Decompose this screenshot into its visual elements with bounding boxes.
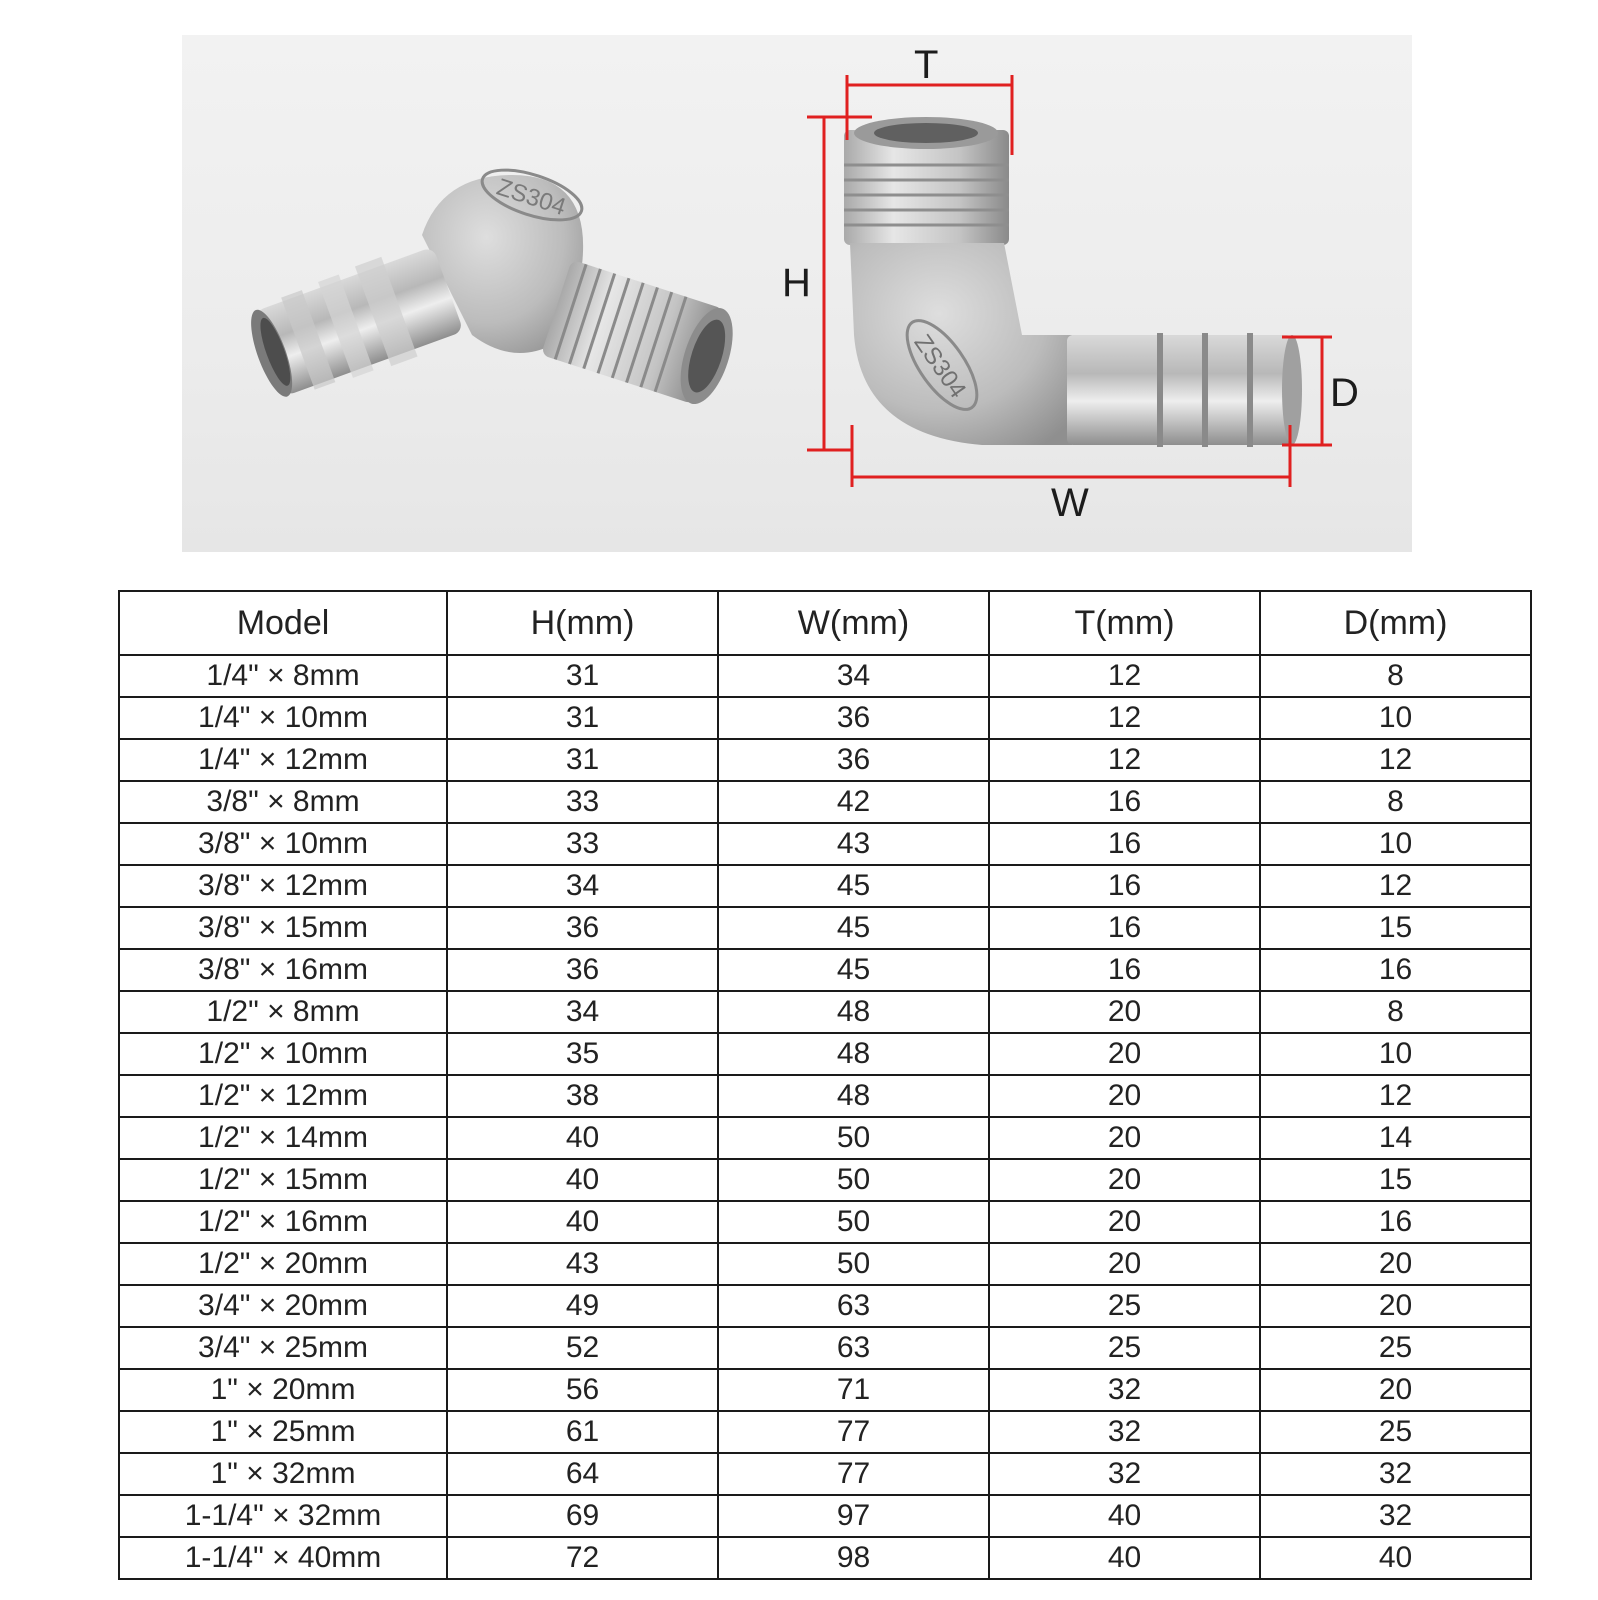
header-w: W(mm) <box>718 591 989 655</box>
cell-d: 15 <box>1260 1159 1531 1201</box>
cell-h: 31 <box>447 697 718 739</box>
cell-h: 49 <box>447 1285 718 1327</box>
table-row <box>119 1243 1531 1285</box>
cell-d: 20 <box>1260 1369 1531 1411</box>
cell-model: 1/2" × 12mm <box>119 1075 447 1117</box>
cell-d: 25 <box>1260 1327 1531 1369</box>
cell-d: 12 <box>1260 739 1531 781</box>
cell-model: 1/2" × 10mm <box>119 1033 447 1075</box>
cell-model: 1/4" × 8mm <box>119 655 447 697</box>
table-row <box>119 1033 1531 1075</box>
cell-w: 71 <box>718 1369 989 1411</box>
table-row <box>119 1327 1531 1369</box>
cell-model: 1-1/4" × 40mm <box>119 1537 447 1579</box>
cell-t: 20 <box>989 1243 1260 1285</box>
cell-model: 1" × 20mm <box>119 1369 447 1411</box>
cell-w: 45 <box>718 907 989 949</box>
cell-h: 43 <box>447 1243 718 1285</box>
table-row <box>119 907 1531 949</box>
table-row <box>119 697 1531 739</box>
cell-t: 40 <box>989 1495 1260 1537</box>
cell-t: 32 <box>989 1411 1260 1453</box>
table-header-row <box>119 591 1531 655</box>
cell-h: 52 <box>447 1327 718 1369</box>
cell-w: 45 <box>718 949 989 991</box>
cell-h: 31 <box>447 739 718 781</box>
cell-model: 1/2" × 8mm <box>119 991 447 1033</box>
left-fitting <box>240 160 743 410</box>
table-row <box>119 1369 1531 1411</box>
cell-t: 12 <box>989 697 1260 739</box>
cell-t: 20 <box>989 1159 1260 1201</box>
cell-h: 31 <box>447 655 718 697</box>
cell-h: 38 <box>447 1075 718 1117</box>
cell-w: 36 <box>718 697 989 739</box>
table-row <box>119 781 1531 823</box>
cell-h: 33 <box>447 823 718 865</box>
cell-d: 10 <box>1260 823 1531 865</box>
cell-w: 77 <box>718 1411 989 1453</box>
cell-model: 1/2" × 15mm <box>119 1159 447 1201</box>
cell-w: 48 <box>718 1033 989 1075</box>
cell-h: 36 <box>447 949 718 991</box>
table-row <box>119 1453 1531 1495</box>
table-row <box>119 1201 1531 1243</box>
cell-w: 50 <box>718 1159 989 1201</box>
table-row <box>119 823 1531 865</box>
header-model: Model <box>119 591 447 655</box>
cell-model: 3/8" × 8mm <box>119 781 447 823</box>
right-fitting <box>844 117 1302 447</box>
cell-w: 97 <box>718 1495 989 1537</box>
cell-t: 25 <box>989 1285 1260 1327</box>
cell-w: 50 <box>718 1201 989 1243</box>
table-row <box>119 1411 1531 1453</box>
cell-model: 1" × 25mm <box>119 1411 447 1453</box>
cell-d: 10 <box>1260 697 1531 739</box>
table-row <box>119 865 1531 907</box>
header-h: H(mm) <box>447 591 718 655</box>
cell-h: 69 <box>447 1495 718 1537</box>
cell-h: 40 <box>447 1159 718 1201</box>
table-row <box>119 1075 1531 1117</box>
cell-h: 34 <box>447 991 718 1033</box>
cell-model: 3/4" × 20mm <box>119 1285 447 1327</box>
cell-w: 50 <box>718 1243 989 1285</box>
cell-w: 63 <box>718 1285 989 1327</box>
cell-w: 42 <box>718 781 989 823</box>
table-row <box>119 1495 1531 1537</box>
cell-t: 20 <box>989 1201 1260 1243</box>
cell-d: 20 <box>1260 1243 1531 1285</box>
cell-w: 36 <box>718 739 989 781</box>
cell-t: 16 <box>989 907 1260 949</box>
cell-h: 64 <box>447 1453 718 1495</box>
cell-w: 45 <box>718 865 989 907</box>
cell-t: 12 <box>989 739 1260 781</box>
table-row <box>119 1285 1531 1327</box>
specification-table <box>118 590 1532 1580</box>
cell-model: 1/2" × 16mm <box>119 1201 447 1243</box>
cell-t: 16 <box>989 949 1260 991</box>
cell-d: 32 <box>1260 1453 1531 1495</box>
cell-d: 12 <box>1260 865 1531 907</box>
cell-h: 61 <box>447 1411 718 1453</box>
t-label: T <box>914 43 939 87</box>
cell-model: 1/2" × 20mm <box>119 1243 447 1285</box>
cell-t: 12 <box>989 655 1260 697</box>
cell-t: 25 <box>989 1327 1260 1369</box>
cell-d: 20 <box>1260 1285 1531 1327</box>
cell-model: 3/8" × 16mm <box>119 949 447 991</box>
cell-model: 1/4" × 10mm <box>119 697 447 739</box>
cell-w: 63 <box>718 1327 989 1369</box>
cell-h: 40 <box>447 1117 718 1159</box>
table-row <box>119 1537 1531 1579</box>
cell-h: 56 <box>447 1369 718 1411</box>
cell-t: 20 <box>989 1075 1260 1117</box>
cell-d: 15 <box>1260 907 1531 949</box>
cell-h: 72 <box>447 1537 718 1579</box>
cell-h: 36 <box>447 907 718 949</box>
cell-w: 48 <box>718 991 989 1033</box>
cell-model: 1" × 32mm <box>119 1453 447 1495</box>
cell-t: 16 <box>989 865 1260 907</box>
cell-d: 16 <box>1260 949 1531 991</box>
table-row <box>119 1117 1531 1159</box>
cell-model: 3/8" × 12mm <box>119 865 447 907</box>
cell-t: 16 <box>989 781 1260 823</box>
cell-h: 34 <box>447 865 718 907</box>
right-elbow-body <box>850 243 1072 445</box>
cell-h: 33 <box>447 781 718 823</box>
cell-w: 50 <box>718 1117 989 1159</box>
cell-t: 20 <box>989 1117 1260 1159</box>
cell-w: 98 <box>718 1537 989 1579</box>
cell-w: 77 <box>718 1453 989 1495</box>
cell-d: 32 <box>1260 1495 1531 1537</box>
table-row <box>119 739 1531 781</box>
cell-h: 35 <box>447 1033 718 1075</box>
cell-d: 10 <box>1260 1033 1531 1075</box>
cell-d: 8 <box>1260 781 1531 823</box>
product-photo <box>182 35 1412 552</box>
cell-t: 20 <box>989 991 1260 1033</box>
left-casting-mark: ZS304 <box>493 173 570 222</box>
header-d: D(mm) <box>1260 591 1531 655</box>
cell-model: 3/4" × 25mm <box>119 1327 447 1369</box>
d-label: D <box>1330 371 1359 415</box>
cell-t: 16 <box>989 823 1260 865</box>
table-row <box>119 655 1531 697</box>
cell-model: 1/4" × 12mm <box>119 739 447 781</box>
cell-d: 12 <box>1260 1075 1531 1117</box>
cell-w: 34 <box>718 655 989 697</box>
cell-w: 48 <box>718 1075 989 1117</box>
cell-t: 32 <box>989 1369 1260 1411</box>
cell-t: 40 <box>989 1537 1260 1579</box>
cell-model: 3/8" × 15mm <box>119 907 447 949</box>
cell-h: 40 <box>447 1201 718 1243</box>
header-t: T(mm) <box>989 591 1260 655</box>
h-label: H <box>782 261 811 305</box>
cell-w: 43 <box>718 823 989 865</box>
table-row <box>119 991 1531 1033</box>
cell-d: 25 <box>1260 1411 1531 1453</box>
right-barb-tube <box>1067 335 1292 445</box>
right-casting-mark: ZS304 <box>908 329 972 404</box>
cell-d: 14 <box>1260 1117 1531 1159</box>
cell-d: 16 <box>1260 1201 1531 1243</box>
table-row <box>119 1159 1531 1201</box>
cell-t: 20 <box>989 1033 1260 1075</box>
cell-d: 8 <box>1260 655 1531 697</box>
w-label: W <box>1051 481 1089 525</box>
cell-d: 40 <box>1260 1537 1531 1579</box>
cell-model: 1/2" × 14mm <box>119 1117 447 1159</box>
table-body <box>119 655 1531 1579</box>
cell-model: 1-1/4" × 32mm <box>119 1495 447 1537</box>
table-row <box>119 949 1531 991</box>
cell-t: 32 <box>989 1453 1260 1495</box>
cell-d: 8 <box>1260 991 1531 1033</box>
cell-model: 3/8" × 10mm <box>119 823 447 865</box>
